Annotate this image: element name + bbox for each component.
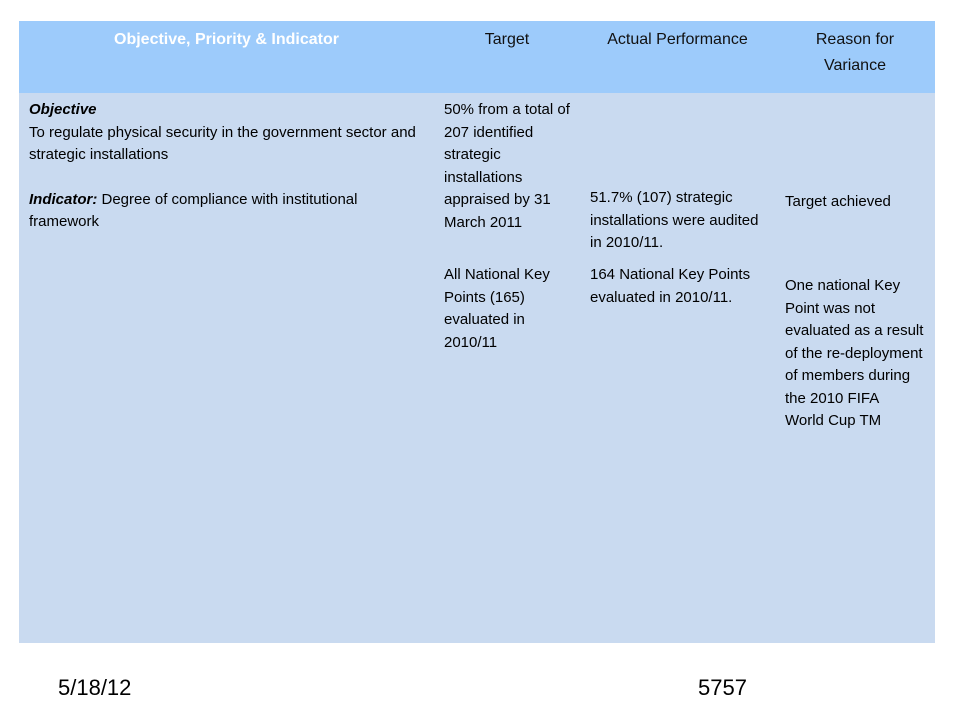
- reason-target-achieved: Target achieved: [785, 193, 891, 210]
- performance-table: [19, 21, 935, 643]
- footer-page-number: 5757: [698, 675, 747, 700]
- objective-heading: Objective: [29, 101, 97, 118]
- footer-date: 5/18/12: [58, 675, 132, 700]
- indicator-text: Degree of compliance with institutional framework: [29, 190, 358, 230]
- reason-key-point-not-evaluated: One national Key Point was not evaluated as a result of the re-deployment of members during the 2010 FIFA: [785, 277, 924, 407]
- actual-national-key-points: 164 National Key Points evaluated in 2010/11.: [590, 266, 751, 306]
- header-reason-for-variance: Reason for Variance: [775, 21, 935, 93]
- cell-reason-for-variance: [775, 93, 935, 643]
- header-actual-performance: Actual Performance: [580, 21, 775, 93]
- cell-actual-performance: [580, 93, 775, 643]
- cell-target: [434, 93, 580, 643]
- table-header-row: [19, 21, 935, 93]
- objective-text: To regulate physical security in the government sector and strategic installations: [29, 123, 416, 163]
- indicator-label: Indicator:: [29, 190, 98, 208]
- target-strategic-installations: 50% from a total of 207 identified strategic installations appraised by 31 March 2011: [444, 101, 570, 231]
- header-objective-priority-indicator: Objective, Priority & Indicator: [19, 21, 434, 93]
- actual-strategic-installations: 51.7% (107) strategic installations were audited in 2010/11.: [590, 189, 759, 251]
- header-target: Target: [434, 21, 580, 93]
- table-row: [19, 93, 935, 643]
- reason-world-cup-tail: World Cup TM: [785, 412, 882, 429]
- cell-objective-indicator: [19, 93, 434, 643]
- target-national-key-points: All National Key Points (165) evaluated in 2010/11: [444, 266, 550, 351]
- indicator-line: [29, 189, 424, 234]
